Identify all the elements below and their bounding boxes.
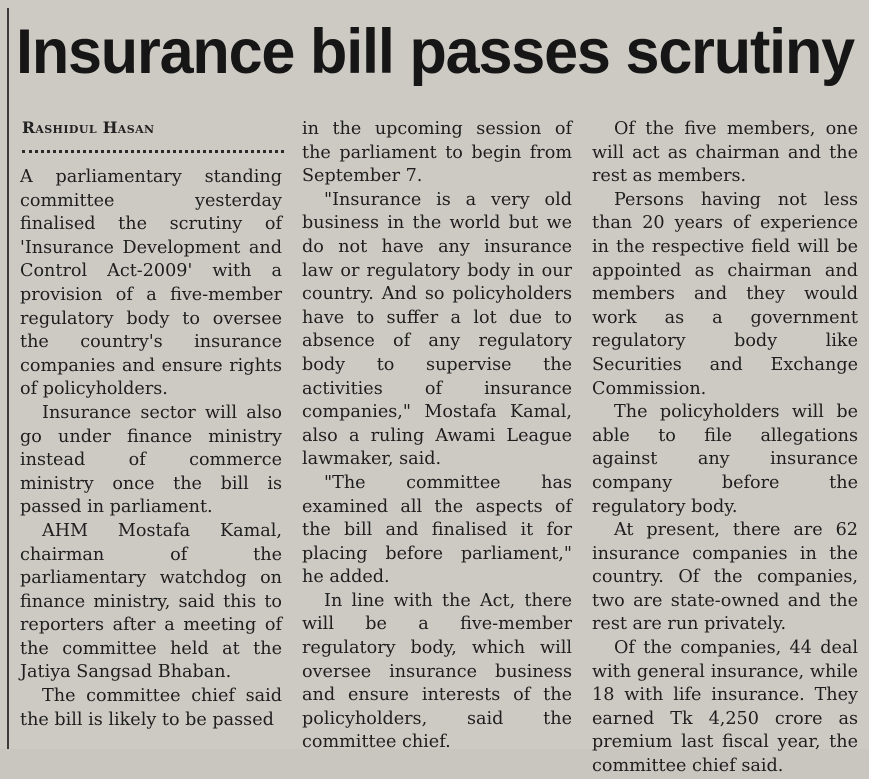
paragraph: Persons having not less than 20 years of experience in the respective field will be appointed as chairman and members and they would work as a government regulatory body like Securities and Exchange Commission. — [592, 189, 858, 399]
paragraph: AHM Mostafa Kamal, chairman of the parliamentary watchdog on finance ministry, said this to reporters after a meeting of the committee held at the Jatiya Sangsad Bhaban. — [20, 520, 282, 683]
article-column-2 — [302, 118, 572, 755]
paragraph: Insurance sector will also go under finance ministry instead of commerce ministry once the bill is passed in parliament. — [20, 402, 282, 518]
paragraph: "Insurance is a very old business in the world but we do not have any insurance law or regulatory body in our country. And so policyholders have to suffer a lot due to absence of any regulatory body to supervise the activities of insurance companies," Mostafa Kamal, also a ruling Awami League lawmaker, said. — [302, 189, 572, 470]
paragraph: "The committee has examined all the aspects of the bill and finalised it for placing before parliament," he added. — [302, 472, 572, 588]
paragraph: in the upcoming session of the parliament to begin from September 7. — [302, 119, 572, 187]
paragraph: The committee chief said the bill is likely to be passed — [20, 686, 282, 730]
article-column-1 — [20, 166, 282, 732]
paragraph: Of the companies, 44 deal with general insurance, while 18 with life insurance. They earned Tk 4,250 crore as premium last fiscal year, the committee chief said. — [592, 638, 858, 777]
headline: Insurance bill passes scrutiny — [16, 17, 854, 87]
paragraph: A parliamentary standing committee yesterday finalised the scrutiny of 'Insurance Development and Control Act-2009' with a provision of a five-member regulatory body to oversee the country's insurance companies and ensure rights of policyholders. — [20, 167, 282, 400]
article-column-3 — [592, 118, 858, 779]
byline: Rashidul Hasan — [22, 118, 155, 137]
paragraph: Of the five members, one will act as chairman and the rest as members. — [592, 119, 858, 187]
column-rule — [7, 8, 9, 749]
paragraph: In line with the Act, there will be a five-member regulatory body, which will oversee insurance business and ensure interests of the policyholders, said the committee chief. — [302, 590, 572, 753]
paragraph: The policyholders will be able to file allegations against any insurance company before the regulatory body. — [592, 402, 858, 517]
byline-divider — [22, 150, 284, 153]
paragraph: At present, there are 62 insurance companies in the country. Of the companies, two are state-owned and the rest are run privately. — [592, 520, 858, 635]
